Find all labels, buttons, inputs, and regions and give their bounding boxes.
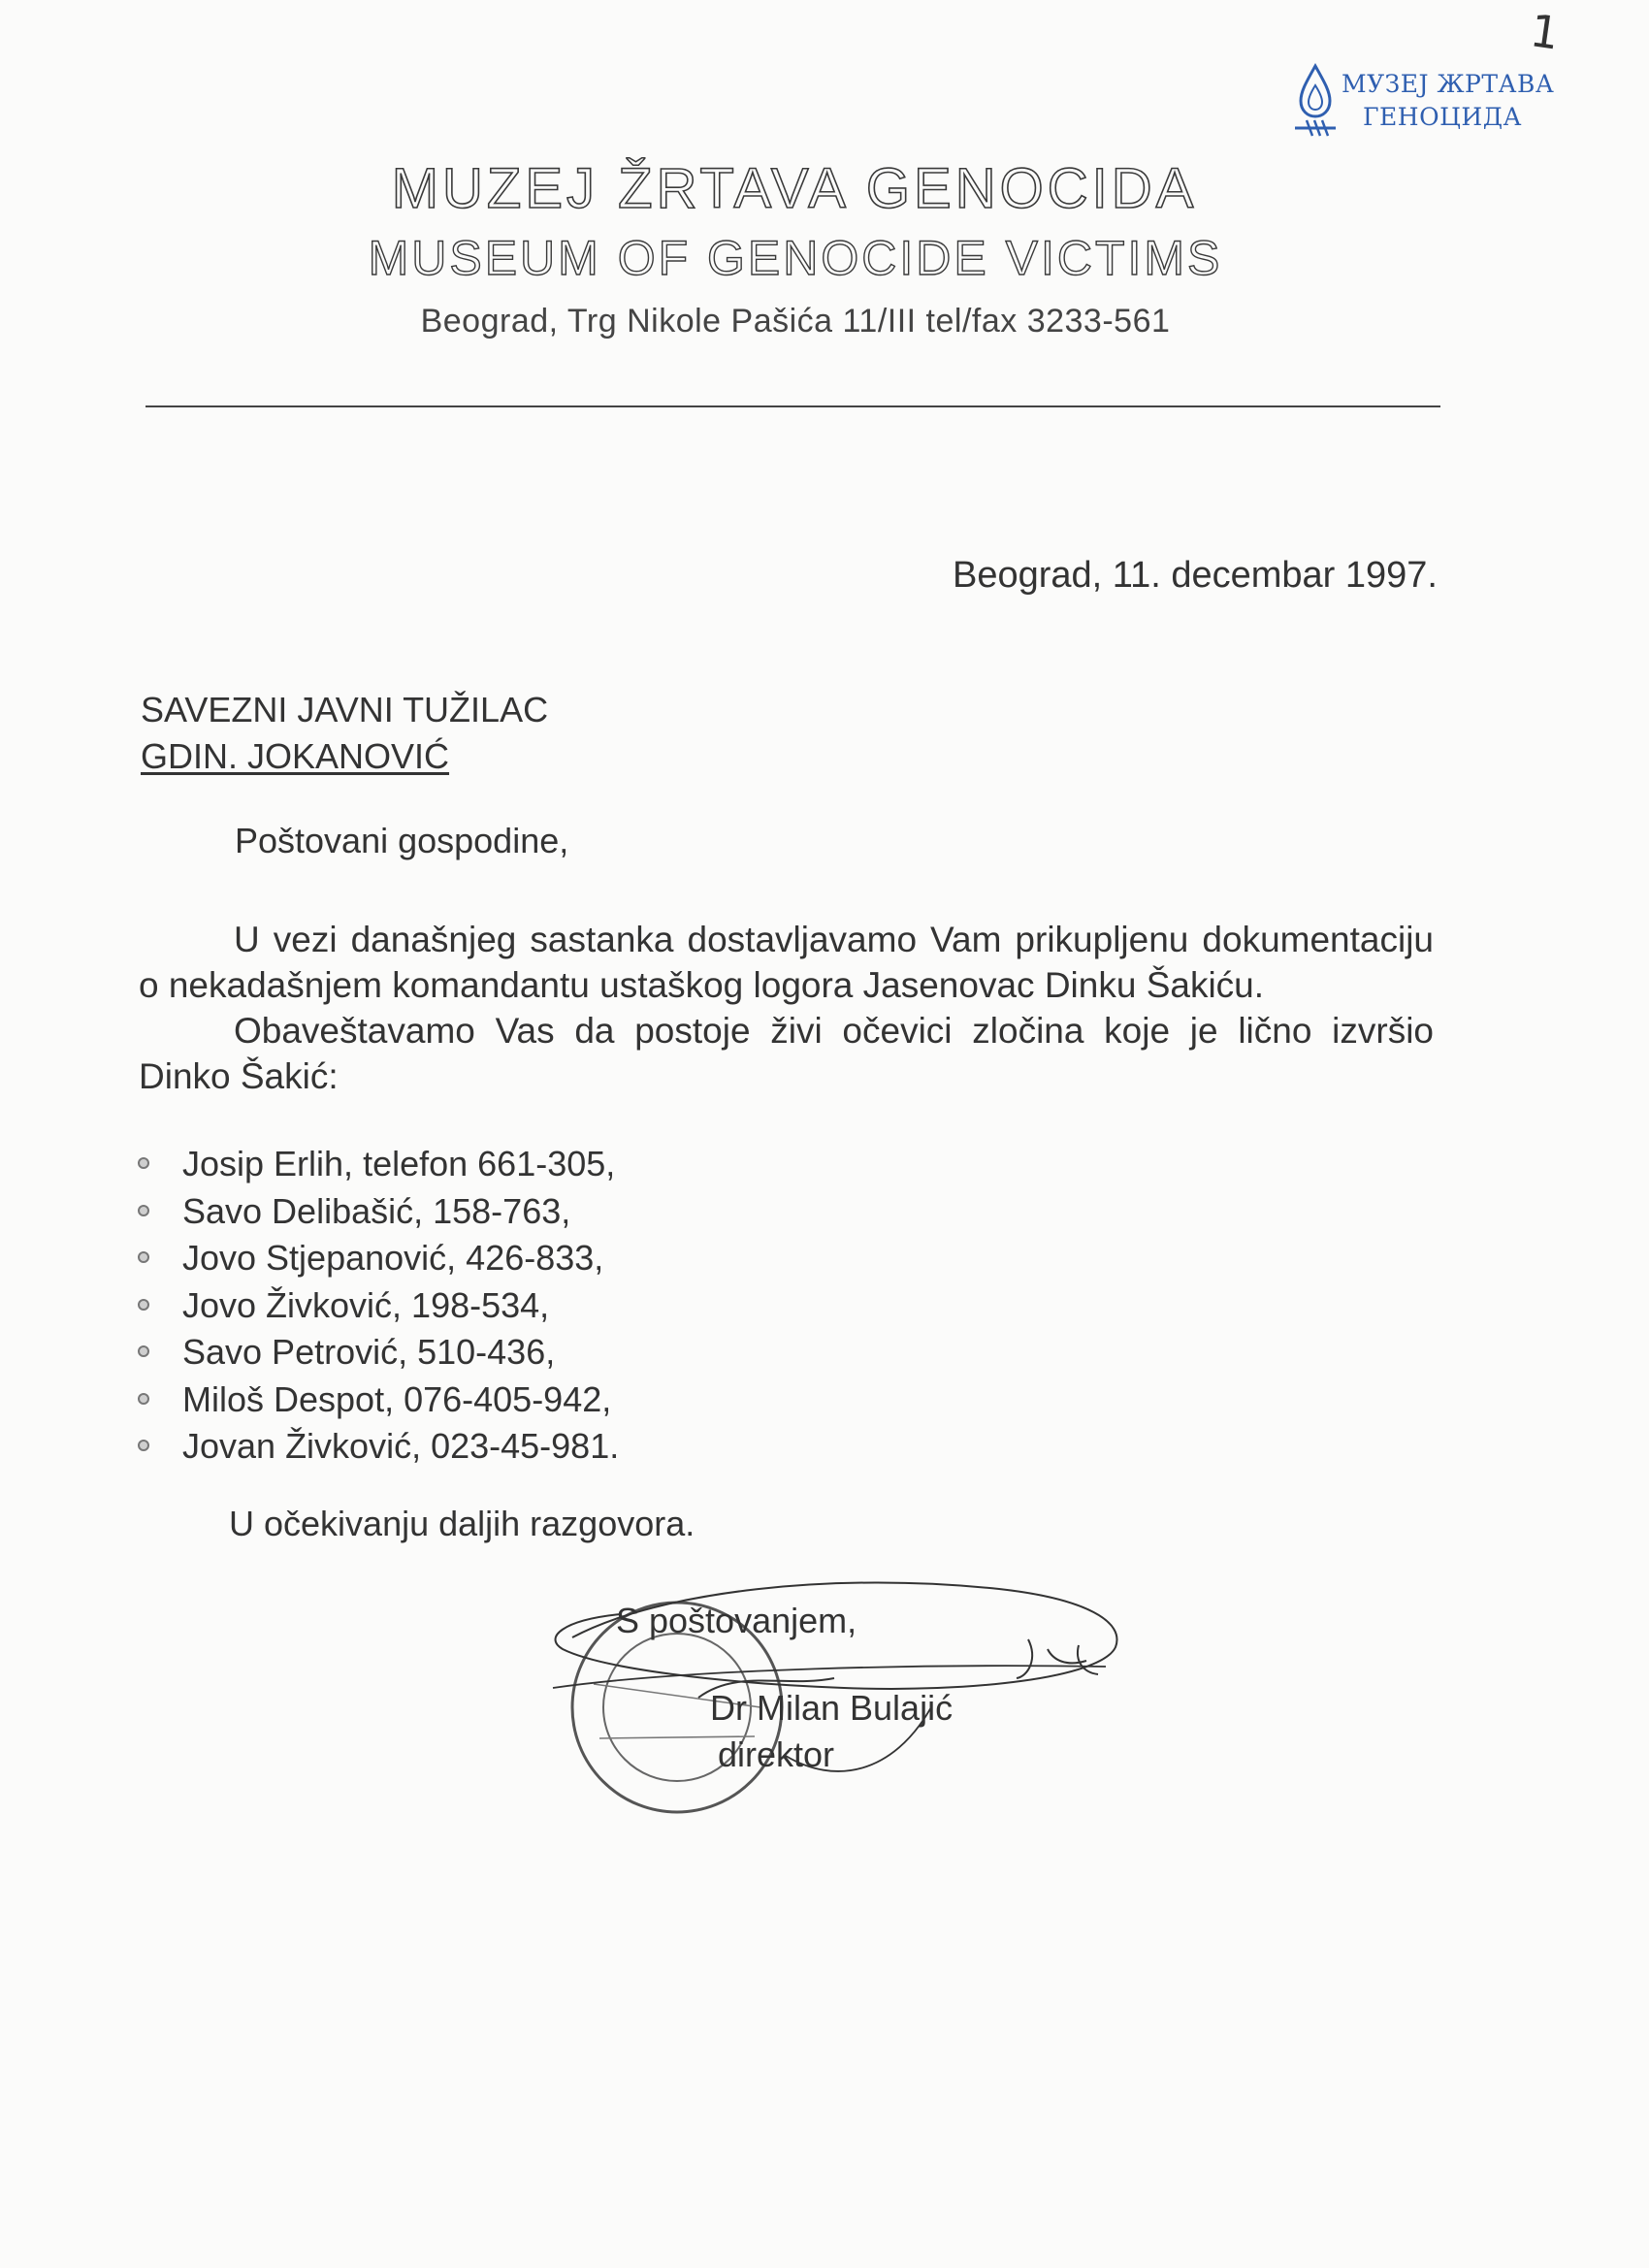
list-item xyxy=(136,1423,619,1471)
bullet-icon xyxy=(138,1299,149,1311)
body-paragraph-2: Obaveštavamo Vas da postoje živi očevici zločina koje je lično izvršio Dinko Šakić: xyxy=(139,1011,1434,1096)
list-item xyxy=(136,1282,619,1330)
letterhead-divider xyxy=(146,405,1440,407)
page-number: 1 xyxy=(1527,4,1563,60)
bullet-icon xyxy=(138,1157,149,1169)
bullet-icon xyxy=(138,1393,149,1405)
witness-entry: Jovan Živković, 023-45-981. xyxy=(182,1426,620,1466)
recipient-name: GDIN. JOKANOVIĆ xyxy=(141,736,450,776)
letterhead-subtitle: MUSEUM OF GENOCIDE VICTIMS xyxy=(368,231,1223,285)
list-item xyxy=(136,1188,619,1236)
signatory-name: Dr Milan Bulajić xyxy=(710,1688,954,1728)
witness-entry: Jovo Stjepanović, 426-833, xyxy=(182,1238,604,1278)
salutation: Poštovani gospodine, xyxy=(235,821,569,860)
witness-entry: Jovo Živković, 198-534, xyxy=(182,1284,550,1325)
letter-date: Beograd, 11. decembar 1997. xyxy=(953,555,1438,596)
letterhead-address: Beograd, Trg Nikole Pašića 11/III tel/fax 3233-561 xyxy=(420,303,1171,340)
witness-entry: Josip Erlih, telefon 661-305, xyxy=(182,1144,616,1183)
letterhead-title: MUZEJ ŽRTAVA GENOCIDA xyxy=(391,157,1198,220)
witness-entry: Savo Petrović, 510-436, xyxy=(182,1332,556,1372)
letter-body xyxy=(139,917,1434,1099)
closing-line: U očekivanju daljih razgovora. xyxy=(229,1504,695,1543)
drop-barbed-wire-icon xyxy=(1295,62,1336,140)
list-item xyxy=(136,1377,619,1424)
bullet-icon xyxy=(138,1205,149,1216)
bullet-icon xyxy=(138,1251,149,1263)
bullet-icon xyxy=(138,1345,149,1357)
letterhead xyxy=(0,155,1591,347)
signature-regards: S poštovanjem, xyxy=(616,1601,857,1640)
recipient-block xyxy=(141,687,548,780)
body-paragraph-1: U vezi današnjeg sastanka dostavljavamo Vam prikupljenu dokumentaciju o nekadašnjem komandantu ustaškog logora Jasenovac Dinku Šakiću. xyxy=(139,920,1434,1005)
witness-entry: Savo Delibašić, 158-763, xyxy=(182,1190,571,1231)
witness-entry: Miloš Despot, 076-405-942, xyxy=(182,1378,612,1419)
signatory-role: direktor xyxy=(718,1734,835,1774)
museum-corner-stamp xyxy=(1295,60,1555,147)
signature-block xyxy=(543,1552,1145,1804)
list-item xyxy=(136,1141,619,1188)
bullet-icon xyxy=(138,1440,149,1451)
witness-list xyxy=(136,1141,619,1471)
corner-stamp-line1: МУЗЕЈ ЖРТАВА xyxy=(1342,70,1555,98)
list-item xyxy=(136,1235,619,1282)
handwritten-signature xyxy=(543,1552,1145,1804)
list-item xyxy=(136,1329,619,1377)
corner-stamp-line2: ГЕНОЦИДА xyxy=(1363,103,1522,131)
recipient-title: SAVEZNI JAVNI TUŽILAC xyxy=(141,690,549,729)
